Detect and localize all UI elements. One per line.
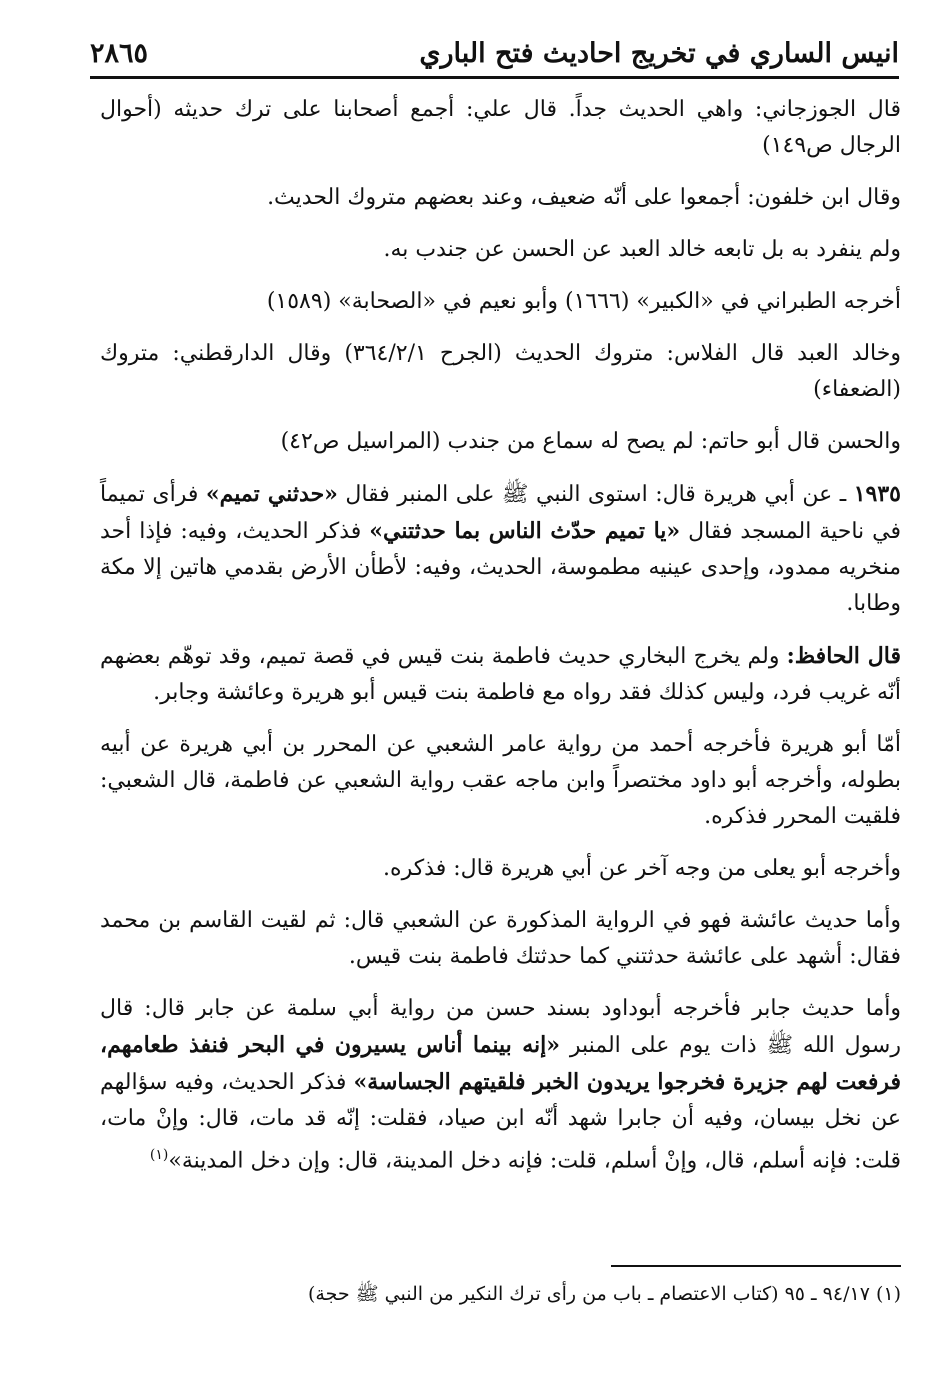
jabir-text-part: فذكر الحديث، وفيه سؤالهم عن نخل بيسان، وفيه أن جابرا شهد أنّه ابن صياد، فقلت: إنّه قد مات، قال: وإنْ مات، قلت: فإنه أسلم، قال، وإنْ أسلم، قلت: فإنه دخل المدينة، قال: وإن دخل المدينة» [100, 1070, 901, 1174]
hadith-text-part: فرأى تميماً في ناحية المسجد فقال [100, 482, 901, 544]
paragraph-not-alone: ولم ينفرد به بل تابعه خالد العبد عن الحسن عن جندب به. [383, 237, 901, 262]
jabir-quote: «إنه بينما أناس يسيرون في البحر فنفذ طعامهم، فرفعت لهم جزيرة فخرجوا يريدون الخبر فلقيتهم الجساسة» [100, 1032, 901, 1095]
main-text [100, 92, 901, 1195]
hadith-text-part: فذكر الحديث، وفيه: فإذا أحد منخريه ممدود، وإحدى عينيه مطموسة، الحديث، وفيه: لأطأن الأرض بقدمي هاتين إلا مكة وطابا. [100, 519, 901, 616]
hadith-quote: «يا تميم حدّث الناس بما حدثتني» [369, 518, 681, 544]
jabir-text-part: وأما حديث جابر فأخرجه أبوداود بسند حسن من رواية أبي سلمة عن جابر قال: قال رسول الله ﷺ ذات يوم على المنبر [100, 996, 901, 1058]
hadith-entry [100, 476, 901, 622]
hafiz-text: ولم يخرج البخاري حديث فاطمة بنت قيس في قصة تميم، وقد توهّم بعضهم أنّه غريب فرد، وليس كذلك فقد رواه مع فاطمة بنت قيس أبو هريرة وعائشة وجابر. [100, 644, 901, 705]
hadith-number: ١٩٣٥ [853, 481, 901, 507]
hadith-quote: «حدثني تميم» [205, 481, 338, 507]
footnote-divider [611, 1265, 901, 1267]
footnote-reference[interactable]: (١) [149, 1147, 169, 1163]
paragraph-hafiz [100, 638, 901, 711]
paragraph-hasan: والحسن قال أبو حاتم: لم يصح له سماع من جندب (المراسيل ص٤٢) [280, 429, 901, 454]
book-title: انيس الساري في تخريج احاديث فتح الباري [419, 37, 899, 69]
hafiz-label: قال الحافظ: [786, 643, 901, 669]
paragraph-jabir [100, 991, 901, 1179]
page-number: ٢٨٦٥ [90, 37, 149, 69]
paragraph-abu-hurayra: أمّا أبو هريرة فأخرجه أحمد من رواية عامر الشعبي عن المحرر بن أبي هريرة عن أبيه بطوله، وأخرجه أبو داود مختصراً وابن ماجه عقب رواية الشعبي عن فاطمة، قال الشعبي: فلقيت المحرر فذكره. [100, 732, 901, 829]
footnote: (١) ٩٤/١٧ ـ ٩٥ (كتاب الاعتصام ـ باب من رأى ترك النكير من النبي ﷺ حجة) [308, 1283, 901, 1305]
paragraph-jawzajani: قال الجوزجاني: واهي الحديث جداً. قال علي: أجمع أصحابنا على ترك حديثه (أحوال الرجال ص١٤٩) [100, 97, 901, 158]
running-header [90, 30, 899, 79]
hadith-text-part: ـ عن أبي هريرة قال: استوى النبي ﷺ على المنبر فقال [337, 482, 854, 507]
paragraph-tabarani: أخرجه الطبراني في «الكبير» (١٦٦٦) وأبو نعيم في «الصحابة» (١٥٨٩) [266, 289, 901, 314]
paragraph-aisha: وأما حديث عائشة فهو في الرواية المذكورة عن الشعبي قال: ثم لقيت القاسم بن محمد فقال: أشهد على عائشة حدثتني كما حدثتك فاطمة بنت قيس. [100, 908, 901, 969]
paragraph-ibn-khalfun: وقال ابن خلفون: أجمعوا على أنّه ضعيف، وعند بعضهم متروك الحديث. [267, 185, 901, 210]
paragraph-khalid-al-abd: وخالد العبد قال الفلاس: متروك الحديث (الجرح ٣٦٤/٢/١) وقال الدارقطني: متروك (الضعفاء) [100, 341, 901, 402]
paragraph-abu-yala: وأخرجه أبو يعلى من وجه آخر عن أبي هريرة قال: فذكره. [383, 856, 901, 881]
